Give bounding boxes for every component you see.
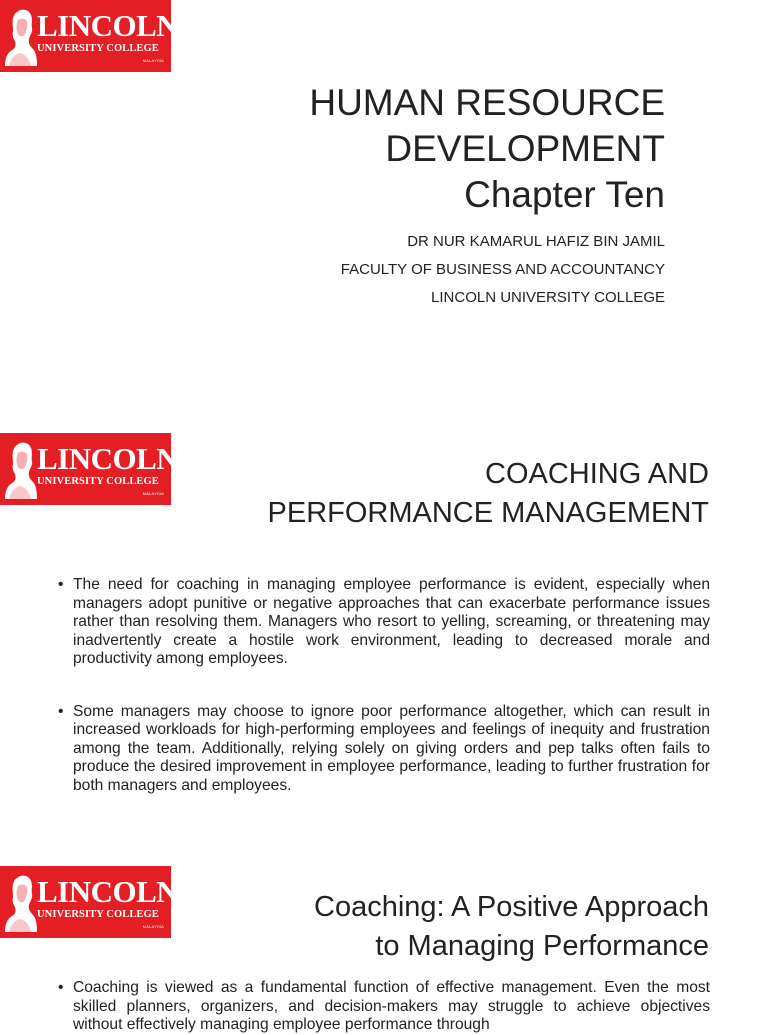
author-institution: LINCOLN UNIVERSITY COLLEGE [431,289,665,306]
slide-title-line: to Managing Performance [375,930,709,962]
bullet-list [58,979,710,1035]
logo-fineprint: MALAYSIA [142,58,164,63]
slide-title-line: HUMAN RESOURCE [309,82,665,123]
slide-title-line: PERFORMANCE MANAGEMENT [267,497,709,529]
bullet-item: • The need for coaching in managing employee performance is evident, especially when managers adopt punitive or negative approaches that can exacerbate performance issues rather than resolving them. Managers who resort to yelling, screaming, or threatening may inadvertently create a hostile work environment, leading to decreased morale and productivity among employees. [58,576,710,669]
slide-title-line: Chapter Ten [464,174,665,215]
author-name: DR NUR KAMARUL HAFIZ BIN JAMIL [407,233,665,250]
slide-title [314,888,709,966]
bullet-list [58,576,710,795]
lincoln-logo [0,866,179,938]
slide-title [309,80,665,218]
bullet-item: • Some managers may choose to ignore poor performance altogether, which can result in increased workloads for high-performing employees and feelings of inequity and frustration among the team. Additionally, relying solely on giving orders and pep talks often fails to produce the desired improvement in employee performance, leading to further frustration for both managers and employees. [58,703,710,796]
lincoln-bust-icon [3,439,37,499]
author-faculty: FACULTY OF BUSINESS AND ACCOUNTANCY [340,261,665,278]
slide-title-line: Coaching: A Positive Approach [314,891,709,923]
content-slide [0,866,768,1033]
logo-brand-text: LINCOLN [37,874,179,909]
author-block [341,228,665,312]
slide-title-line: COACHING AND [485,458,709,490]
lincoln-bust-icon [3,872,37,932]
bullet-item: • Coaching is viewed as a fundamental function of effective management. Even the most skilled planners, organizers, and decision-makers may struggle to achieve objectives without effectively managing employee performance through [58,979,710,1035]
slide-title [268,455,709,533]
logo-fineprint: MALAYSIA [142,924,164,929]
lincoln-bust-icon [3,6,37,66]
logo-subtitle-text: UNIVERSITY COLLEGE [37,43,159,54]
slide-title-line: DEVELOPMENT [385,128,665,169]
lincoln-logo [0,0,179,72]
logo-subtitle-text: UNIVERSITY COLLEGE [37,476,159,487]
logo-brand-text: LINCOLN [37,441,179,476]
content-slide [0,433,768,841]
logo-subtitle-text: UNIVERSITY COLLEGE [37,909,159,920]
lincoln-logo [0,433,179,505]
logo-fineprint: MALAYSIA [142,491,164,496]
title-slide [0,0,768,409]
logo-brand-text: LINCOLN [37,8,179,43]
